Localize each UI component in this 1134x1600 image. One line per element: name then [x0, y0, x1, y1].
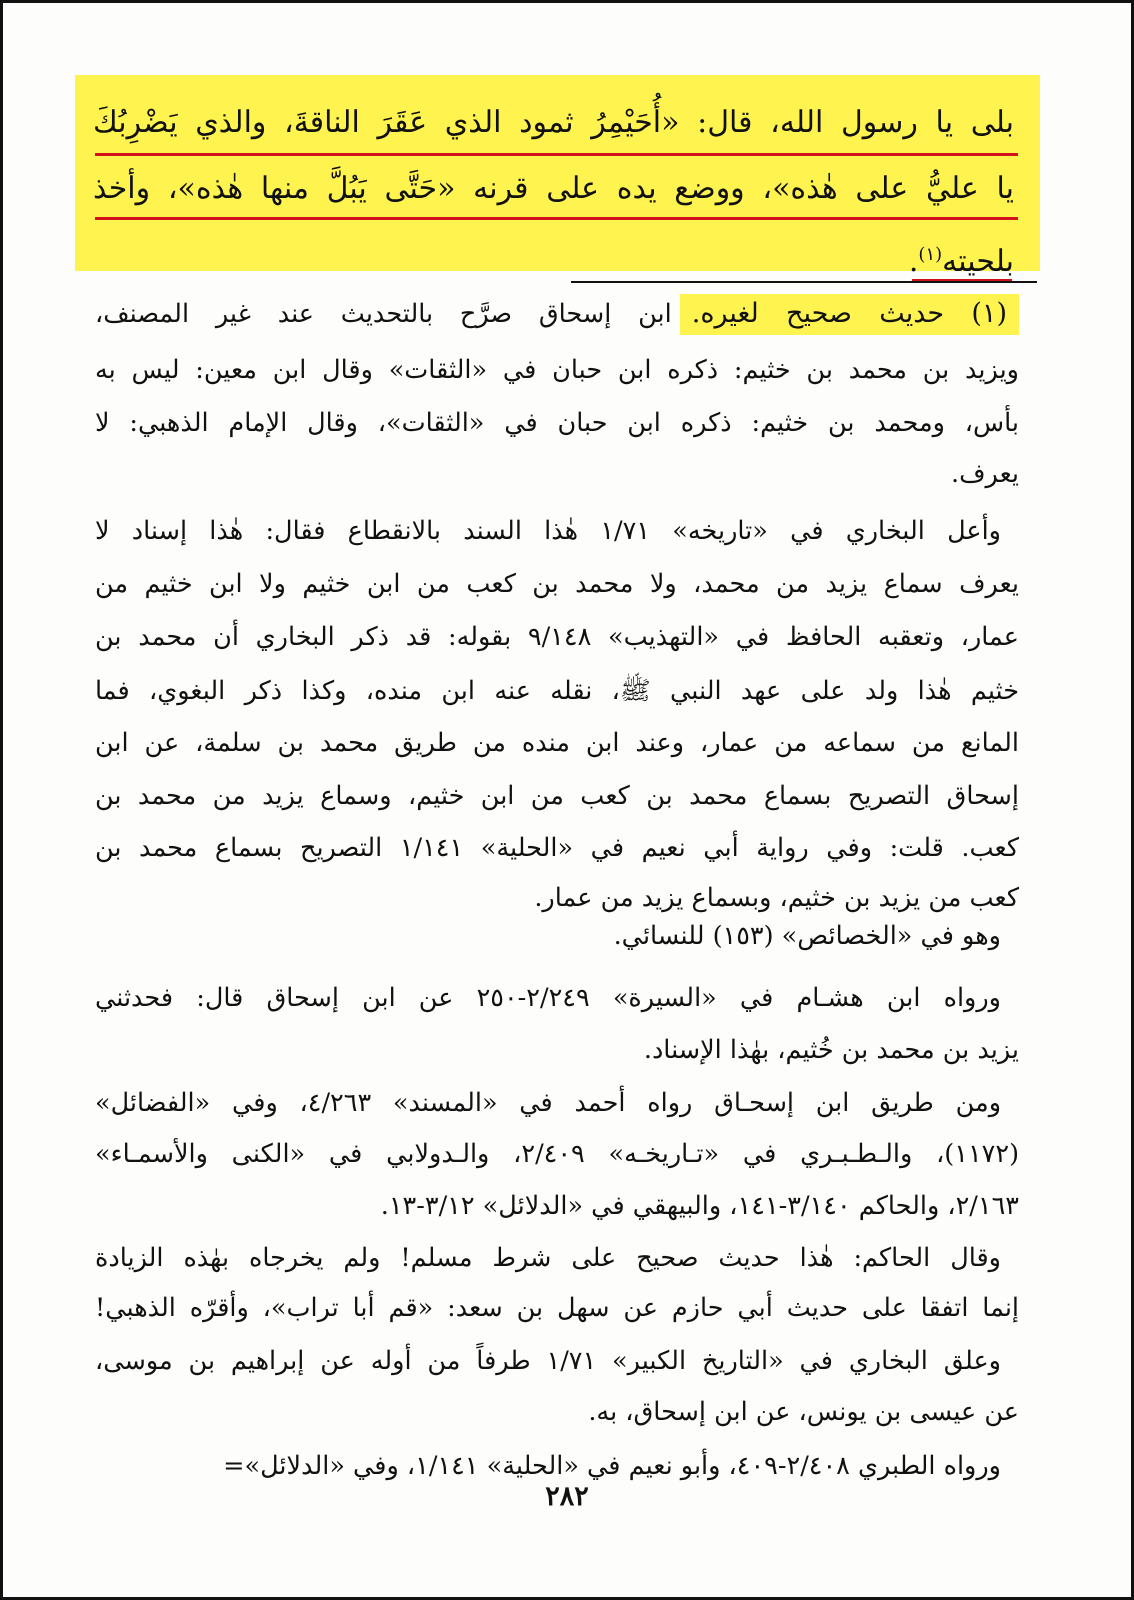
footnote-line: عمار، وتعقبه الحافظ في «التهذيب» ٩/١٤٨ بقوله: قد ذكر البخاري أن محمد بن: [95, 622, 1019, 652]
footnote-line: يعرف.: [950, 459, 1019, 489]
footnote-line: وقال الحاكم: هٰذا حديث صحيح على شرط مسلم! ولم يخرجاه بهٰذه الزيادة: [95, 1243, 1001, 1273]
footnote-separator: [571, 281, 1037, 283]
footnote-line: كعب من يزيد بن خثيم، وبسماع يزيد من عمار.: [534, 883, 1019, 913]
footnote-line: بأس، ومحمد بن خثيم: ذكره ابن حبان في «الثقات»، وقال الإمام الذهبي: لا: [95, 408, 1019, 438]
footnote-line: وأعل البخاري في «تاريخه» ١/٧١ هٰذا السند بالانقطاع فقال: هٰذا إسناد لا: [95, 516, 1001, 546]
footnote-line: يعرف سماع يزيد من محمد، ولا محمد بن كعب من ابن خثيم ولا ابن خثيم من: [95, 569, 1019, 599]
footnote-line: ٢/١٦٣، والحاكم ٣/١٤٠-١٤١، والبيهقي في «الدلائل» ٣/١٢-١٣.: [380, 1191, 1019, 1221]
footnote-line: ورواه ابن هشـام في «السيرة» ٢/٢٤٩-٢٥٠ عن ابن إسحاق قال: فحدثني: [95, 983, 1001, 1013]
highlighted-main-text: [75, 75, 1040, 279]
footnote-marker: (١): [918, 244, 943, 265]
main-text-line-3: [909, 235, 1014, 282]
red-underline-2: [95, 217, 1018, 220]
main-text-line-1: بلى يا رسول الله، قال: «أُحَيْمِرُ ثمود الذي عَقَرَ الناقةَ، والذي يَضْرِبُكَ: [93, 105, 1014, 140]
footnote-line: كعب. قلت: وفي رواية أبي نعيم في «الحلية» ١/١٤١ التصريح بسماع محمد بن: [95, 833, 1019, 863]
footnote-line: عن عيسى بن يونس، عن ابن إسحاق، به.: [588, 1397, 1019, 1427]
footnote-line: إسحاق التصريح بسماع محمد بن كعب من ابن خثيم، وسماع يزيد من محمد بن: [95, 781, 1019, 811]
red-underline-1: [95, 153, 1018, 156]
main-text-line-3-word: بلحيته: [942, 244, 1014, 279]
footnote-line: يزيد بن محمد بن خُثيم، بهٰذا الإسناد.: [643, 1035, 1019, 1065]
footnote-line-0: [95, 298, 1019, 329]
footnote-line: وعلق البخاري في «التاريخ الكبير» ١/٧١ طرفاً من أوله عن إبراهيم بن موسى،: [95, 1346, 1001, 1376]
footnote-grade-highlight: (١) حديث صحيح لغيره.: [680, 294, 1019, 335]
footnote-line: إنما اتفقا على حديث أبي حازم عن سهل بن سعد: «قم أبا تراب»، وأقرّه الذهبي!: [95, 1293, 1019, 1323]
footnote-line: ورواه الطبري ٢/٤٠٨-٤٠٩، وأبو نعيم في «الحلية» ١/١٤١، وفي «الدلائل»=: [223, 1451, 1001, 1481]
footnote-line: (١١٧٢)، والـطـبـري في «تـاريخـه» ٢/٤٠٩، والـدولابي في «الكنى والأسمـاء»: [95, 1139, 1020, 1169]
footnote-line: وهو في «الخصائص» (١٥٣) للنسائي.: [613, 921, 1001, 951]
footnote-line-0-rest: ابن إسحاق صرَّح بالتحديث عند غير المصنف،: [95, 299, 672, 329]
footnote-line: ويزيد بن محمد بن خثيم: ذكره ابن حبان في «الثقات» وقال ابن معين: ليس به: [95, 355, 1019, 385]
footnote-line: ومن طريق ابن إسحـاق رواه أحمد في «المسند» ٤/٢٦٣، وفي «الفضائل»: [95, 1088, 1002, 1118]
main-text-line-2: يا عليُّ على هٰذه»، ووضع يده على قرنه «حَتَّى يَبُلَّ منها هٰذه»، وأخذ: [93, 171, 1014, 206]
footnote-line: المانع من سماعه من عمار، وعند ابن منده من طريق محمد بن سلمة، عن ابن: [95, 728, 1019, 758]
footnote-line: خثيم هٰذا ولد على عهد النبي ﷺ، نقله عنه ابن منده، وكذا ذكر البغوي، فما: [95, 676, 1019, 706]
main-text-line-3-end: .: [908, 244, 919, 279]
page-number: ٢٨٢: [545, 1481, 589, 1512]
